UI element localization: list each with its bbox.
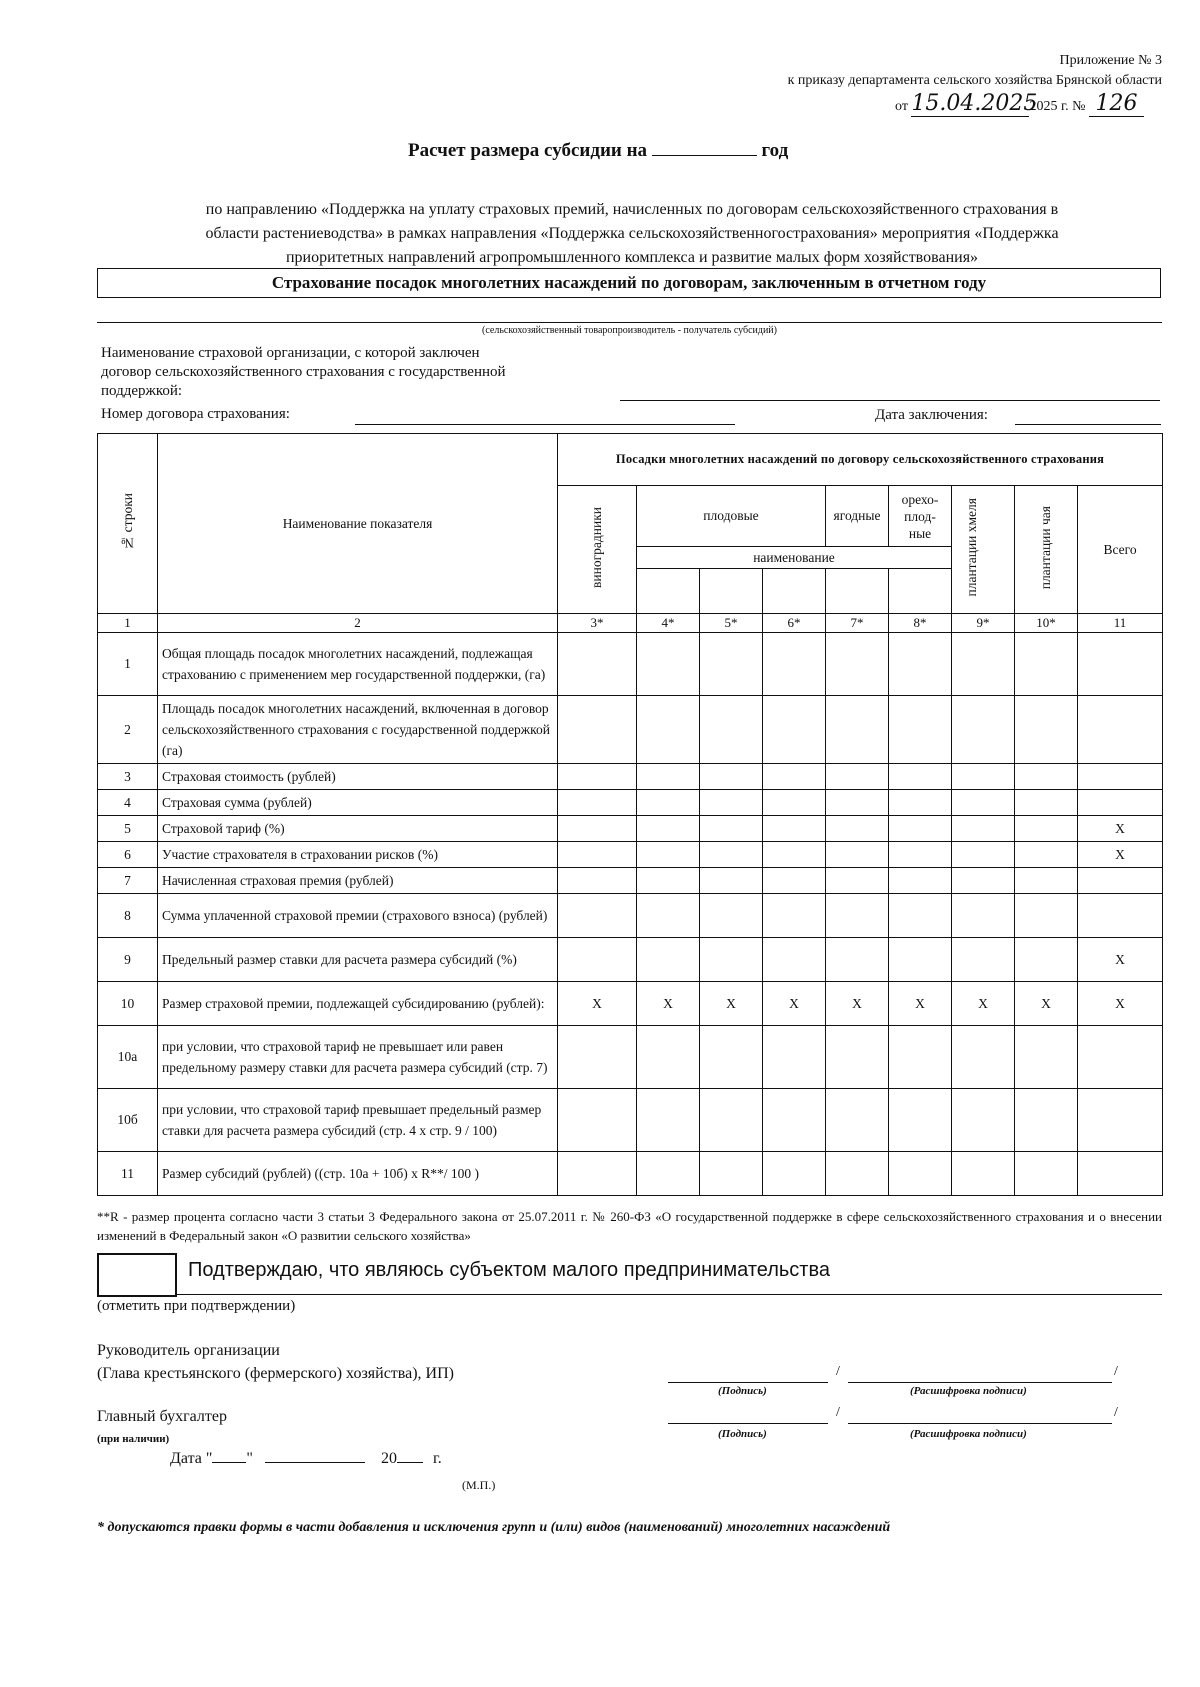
column-number: 3*: [558, 614, 637, 633]
slash: /: [836, 1364, 840, 1379]
data-cell[interactable]: [1078, 764, 1163, 790]
data-cell[interactable]: [889, 868, 952, 894]
data-cell[interactable]: [763, 894, 826, 938]
column-number: 9*: [952, 614, 1015, 633]
cell-excluded-mark: X: [1015, 982, 1078, 1026]
naming-cell[interactable]: [889, 569, 952, 614]
column-number: 4*: [637, 614, 700, 633]
data-cell[interactable]: [952, 1152, 1015, 1196]
insurer-input-line[interactable]: [620, 400, 1160, 401]
data-cell[interactable]: [637, 1152, 700, 1196]
data-cell[interactable]: [637, 894, 700, 938]
header-berry: ягодные: [826, 486, 889, 547]
data-cell[interactable]: [1015, 1026, 1078, 1089]
data-cell[interactable]: [637, 764, 700, 790]
header-naming: наименование: [637, 547, 952, 569]
row-label: Предельный размер ставки для расчета размера субсидий (%): [158, 938, 558, 982]
row-number: 5: [98, 816, 158, 842]
data-cell[interactable]: [700, 1152, 763, 1196]
title-prefix: Расчет размера субсидии на: [408, 140, 648, 161]
cell-excluded-mark: X: [1078, 938, 1163, 982]
recipient-caption: (сельскохозяйственный товаропроизводитель - получатель субсидий): [482, 325, 777, 336]
data-cell[interactable]: [826, 938, 889, 982]
data-cell[interactable]: [558, 790, 637, 816]
head-signature-line[interactable]: [668, 1382, 828, 1383]
row-label: Страховой тариф (%): [158, 816, 558, 842]
row-label: Размер субсидий (рублей) ((стр. 10а + 10б) х R**/ 100 ): [158, 1152, 558, 1196]
year-suffix-label: г.: [432, 1450, 442, 1467]
data-cell[interactable]: [558, 1089, 637, 1152]
cell-excluded-mark: X: [637, 982, 700, 1026]
data-cell[interactable]: [558, 696, 637, 764]
data-cell[interactable]: [889, 1026, 952, 1089]
data-cell[interactable]: [826, 842, 889, 868]
slash: /: [1114, 1405, 1118, 1420]
data-cell[interactable]: [763, 1026, 826, 1089]
row-number: 9: [98, 938, 158, 982]
cell-excluded-mark: X: [952, 982, 1015, 1026]
data-cell[interactable]: [637, 816, 700, 842]
data-cell[interactable]: [700, 868, 763, 894]
row-number: 7: [98, 868, 158, 894]
contract-number-label: Номер договора страхования:: [101, 406, 290, 422]
head-line-2: (Глава крестьянского (фермерского) хозяйства), ИП): [97, 1365, 454, 1382]
data-cell[interactable]: [558, 1026, 637, 1089]
naming-cell[interactable]: [826, 569, 889, 614]
header-nut: орехо- плод- ные: [889, 486, 952, 547]
subsidy-table: [97, 433, 1163, 1196]
data-cell[interactable]: [952, 842, 1015, 868]
data-cell[interactable]: [1015, 894, 1078, 938]
insurer-line-1: Наименование страховой организации, с которой заключен: [101, 345, 480, 361]
order-date-line: [895, 91, 1165, 117]
data-cell[interactable]: [826, 1089, 889, 1152]
contract-number-input[interactable]: [355, 424, 735, 425]
data-cell[interactable]: [558, 633, 637, 696]
data-cell[interactable]: [1078, 1026, 1163, 1089]
column-numbers-row: [98, 614, 1163, 633]
data-cell[interactable]: [952, 696, 1015, 764]
row-number: 10б: [98, 1089, 158, 1152]
column-number: 6*: [763, 614, 826, 633]
table-row: [98, 982, 1163, 1026]
handwritten-date: 15.04.2025: [911, 91, 1038, 116]
data-cell[interactable]: [700, 1089, 763, 1152]
recipient-line[interactable]: [97, 322, 1162, 323]
data-cell[interactable]: [763, 696, 826, 764]
data-cell[interactable]: [763, 1152, 826, 1196]
cell-excluded-mark: X: [700, 982, 763, 1026]
data-cell[interactable]: [889, 842, 952, 868]
column-number: 10*: [1015, 614, 1078, 633]
column-number: 8*: [889, 614, 952, 633]
row-label: Общая площадь посадок многолетних насаждений, подлежащая страхованию с применением мер государственной поддержки, (га): [158, 633, 558, 696]
data-cell[interactable]: [700, 816, 763, 842]
row-label: Начисленная страховая премия (рублей): [158, 868, 558, 894]
data-cell[interactable]: [826, 816, 889, 842]
data-cell[interactable]: [700, 894, 763, 938]
row-label: Размер страховой премии, подлежащей субсидированию (рублей):: [158, 982, 558, 1026]
data-cell[interactable]: [889, 790, 952, 816]
data-cell[interactable]: [1078, 1089, 1163, 1152]
header-vineyards: виноградники: [558, 486, 637, 614]
data-cell[interactable]: [826, 868, 889, 894]
cell-excluded-mark: X: [558, 982, 637, 1026]
data-cell[interactable]: [1015, 1152, 1078, 1196]
data-cell[interactable]: [700, 1026, 763, 1089]
section-title: Страхование посадок многолетних насаждений по договорам, заключенным в отчетном году: [97, 268, 1161, 298]
data-cell[interactable]: [1015, 790, 1078, 816]
head-decode-caption: (Расшифровка подписи): [910, 1385, 1027, 1397]
cell-excluded-mark: X: [889, 982, 952, 1026]
row-number: 1: [98, 633, 158, 696]
date-line: Дата " " 20 г.: [170, 1450, 442, 1467]
naming-cell[interactable]: [700, 569, 763, 614]
data-cell[interactable]: [637, 938, 700, 982]
contract-date-label: Дата заключения:: [875, 407, 988, 423]
data-cell[interactable]: [700, 790, 763, 816]
row-number: 4: [98, 790, 158, 816]
data-cell[interactable]: [637, 696, 700, 764]
header-fruit: плодовые: [637, 486, 826, 547]
data-cell[interactable]: [826, 764, 889, 790]
data-cell[interactable]: [763, 1089, 826, 1152]
data-cell[interactable]: [763, 816, 826, 842]
accountant-sign-caption: (Подпись): [718, 1428, 767, 1440]
row-number: 10а: [98, 1026, 158, 1089]
insurer-line-3: поддержкой:: [101, 383, 183, 399]
order-line: к приказу департамента сельского хозяйства Брянской области: [787, 73, 1162, 88]
footnote-r: **R - размер процента согласно части 3 статьи 3 Федерального закона от 25.07.2011 г. № 260-ФЗ «О государственной поддержке в сфере сельскохозяйственного страхования и о внесении изменений в Федеральный закон «О развитии сельского хозяйства»: [97, 1209, 1162, 1243]
data-cell[interactable]: [826, 633, 889, 696]
data-cell[interactable]: [1015, 696, 1078, 764]
data-cell[interactable]: [1015, 816, 1078, 842]
data-cell[interactable]: [826, 894, 889, 938]
table-row: [98, 1089, 1163, 1152]
naming-cell[interactable]: [763, 569, 826, 614]
row-label: при условии, что страховой тариф не превышает или равен предельному размеру ставки для расчета размера субсидий (стр. 7): [158, 1026, 558, 1089]
data-cell[interactable]: [952, 938, 1015, 982]
month-blank[interactable]: [265, 1462, 365, 1463]
header-tea: плантации чая: [1015, 486, 1078, 614]
table-row: [98, 696, 1163, 764]
header-indicator: Наименование показателя: [158, 434, 558, 614]
header-group: Посадки многолетних насаждений по договору сельскохозяйственного страхования: [558, 434, 1163, 486]
data-cell[interactable]: [558, 1152, 637, 1196]
data-cell[interactable]: [700, 696, 763, 764]
data-cell[interactable]: [558, 938, 637, 982]
header-hops: плантации хмеля: [952, 486, 1015, 614]
column-number: 2: [158, 614, 558, 633]
year-blank-2[interactable]: [397, 1462, 423, 1463]
contract-date-input[interactable]: [1015, 424, 1161, 425]
data-cell[interactable]: [558, 894, 637, 938]
row-label: Сумма уплаченной страховой премии (страхового взноса) (рублей): [158, 894, 558, 938]
column-number: 11: [1078, 614, 1163, 633]
data-cell[interactable]: [700, 842, 763, 868]
insurer-label: [101, 344, 506, 401]
date-prefix: от: [895, 99, 908, 114]
data-cell[interactable]: [952, 633, 1015, 696]
data-cell[interactable]: [952, 894, 1015, 938]
data-cell[interactable]: [952, 1089, 1015, 1152]
data-cell[interactable]: [889, 764, 952, 790]
table-row: [98, 938, 1163, 982]
data-cell[interactable]: [1078, 1152, 1163, 1196]
data-cell[interactable]: [826, 1026, 889, 1089]
data-cell[interactable]: [952, 868, 1015, 894]
table-row: [98, 816, 1163, 842]
data-cell[interactable]: [700, 764, 763, 790]
head-sign-caption: (Подпись): [718, 1385, 767, 1397]
head-label: [97, 1339, 454, 1385]
data-cell[interactable]: [889, 696, 952, 764]
title-suffix: год: [761, 140, 789, 161]
data-cell[interactable]: [700, 938, 763, 982]
direction-text: [97, 198, 1167, 270]
direction-line-2: области растениеводства» в рамках направления «Поддержка сельскохозяйственногострахования» мероприятия «Поддержка: [205, 225, 1059, 242]
row-number: 2: [98, 696, 158, 764]
cell-excluded-mark: X: [1078, 842, 1163, 868]
row-number: 6: [98, 842, 158, 868]
data-cell[interactable]: [889, 894, 952, 938]
row-number: 3: [98, 764, 158, 790]
stamp-label: (М.П.): [462, 1478, 496, 1492]
row-label: Площадь посадок многолетних насаждений, включенная в договор сельскохозяйственного страхования с государственной поддержкой (га): [158, 696, 558, 764]
data-cell[interactable]: [558, 842, 637, 868]
day-blank[interactable]: [212, 1462, 246, 1463]
data-cell[interactable]: [1015, 764, 1078, 790]
cell-excluded-mark: X: [1078, 982, 1163, 1026]
table-row: [98, 633, 1163, 696]
naming-cell[interactable]: [637, 569, 700, 614]
table-row: [98, 764, 1163, 790]
data-cell[interactable]: [763, 633, 826, 696]
appendix-label: Приложение № 3: [1059, 53, 1162, 68]
confirm-text: Подтверждаю, что являюсь субъектом малого предпринимательства: [188, 1259, 830, 1281]
footnote-star: * допускаются правки формы в части добавления и исключения групп и (или) видов (наименований) многолетних насаждений: [97, 1520, 891, 1535]
data-cell[interactable]: [763, 938, 826, 982]
data-cell[interactable]: [826, 696, 889, 764]
data-cell[interactable]: [637, 633, 700, 696]
table-row: [98, 790, 1163, 816]
data-cell[interactable]: [558, 816, 637, 842]
table-row: [98, 894, 1163, 938]
direction-line-3: приоритетных направлений агропромышленного комплекса и развитие малых форм хозяйствования»: [285, 249, 979, 266]
data-cell[interactable]: [889, 1089, 952, 1152]
column-number: 5*: [700, 614, 763, 633]
data-cell[interactable]: [763, 790, 826, 816]
data-cell[interactable]: [1078, 894, 1163, 938]
data-cell[interactable]: [952, 790, 1015, 816]
data-cell[interactable]: [1015, 633, 1078, 696]
data-cell[interactable]: [1078, 633, 1163, 696]
head-line-1: Руководитель организации: [97, 1342, 280, 1359]
table-row: [98, 842, 1163, 868]
year-prefix: 20: [380, 1450, 397, 1467]
year-blank[interactable]: [652, 155, 757, 156]
data-cell[interactable]: [558, 868, 637, 894]
data-cell[interactable]: [826, 1152, 889, 1196]
direction-line-1: по направлению «Поддержка на уплату страховых премий, начисленных по договорам сельскохозяйственного страхования в: [205, 201, 1059, 218]
data-cell[interactable]: [1015, 1089, 1078, 1152]
cell-excluded-mark: X: [1078, 816, 1163, 842]
table-row: [98, 1026, 1163, 1089]
cell-excluded-mark: X: [826, 982, 889, 1026]
slash: /: [836, 1405, 840, 1420]
data-cell[interactable]: [1015, 842, 1078, 868]
slash: /: [1114, 1364, 1118, 1379]
data-cell[interactable]: [1078, 790, 1163, 816]
confirm-hint: (отметить при подтверждении): [97, 1298, 296, 1314]
data-cell[interactable]: [952, 764, 1015, 790]
row-label: Страховая стоимость (рублей): [158, 764, 558, 790]
data-cell[interactable]: [1015, 868, 1078, 894]
data-cell[interactable]: [763, 868, 826, 894]
row-label: Участие страхователя в страховании рисков (%): [158, 842, 558, 868]
data-cell[interactable]: [952, 816, 1015, 842]
table-row: [98, 868, 1163, 894]
row-number: 11: [98, 1152, 158, 1196]
column-number: 7*: [826, 614, 889, 633]
insurer-line-2: договор сельскохозяйственного страхования с государственной: [101, 364, 506, 380]
if-any-label: (при наличии): [97, 1433, 170, 1445]
data-cell[interactable]: [637, 790, 700, 816]
column-number: 1: [98, 614, 158, 633]
accountant-label: Главный бухгалтер: [97, 1408, 227, 1425]
data-cell[interactable]: [889, 938, 952, 982]
data-cell[interactable]: [889, 1152, 952, 1196]
handwritten-number: 126: [1089, 91, 1144, 117]
head-decode-line[interactable]: [848, 1382, 1112, 1383]
row-label: при условии, что страховой тариф превышает предельный размер ставки для расчета размера субсидий (стр. 4 х стр. 9 / 100): [158, 1089, 558, 1152]
data-cell[interactable]: [889, 816, 952, 842]
row-label: Страховая сумма (рублей): [158, 790, 558, 816]
data-cell[interactable]: [889, 633, 952, 696]
data-cell[interactable]: [1015, 938, 1078, 982]
small-business-checkbox[interactable]: [97, 1253, 177, 1297]
data-cell[interactable]: [637, 1089, 700, 1152]
data-cell[interactable]: [637, 842, 700, 868]
accountant-signature-line[interactable]: [668, 1423, 828, 1424]
header-row-no: № строки: [98, 434, 158, 614]
year-suffix: 2025 г. №: [1029, 99, 1086, 114]
data-cell[interactable]: [700, 633, 763, 696]
data-cell[interactable]: [763, 764, 826, 790]
data-cell[interactable]: [1078, 696, 1163, 764]
data-cell[interactable]: [637, 1026, 700, 1089]
accountant-decode-caption: (Расшифровка подписи): [910, 1428, 1027, 1440]
page-title: [408, 140, 788, 162]
header-total: Всего: [1078, 486, 1163, 614]
data-cell[interactable]: [637, 868, 700, 894]
data-cell[interactable]: [826, 790, 889, 816]
row-number: 8: [98, 894, 158, 938]
data-cell[interactable]: [1078, 868, 1163, 894]
data-cell[interactable]: [558, 764, 637, 790]
data-cell[interactable]: [763, 842, 826, 868]
cell-excluded-mark: X: [763, 982, 826, 1026]
confirm-underline: [175, 1294, 1162, 1295]
row-number: 10: [98, 982, 158, 1026]
data-cell[interactable]: [952, 1026, 1015, 1089]
date-label: Дата ": [170, 1450, 213, 1467]
table-row: [98, 1152, 1163, 1196]
accountant-decode-line[interactable]: [848, 1423, 1112, 1424]
